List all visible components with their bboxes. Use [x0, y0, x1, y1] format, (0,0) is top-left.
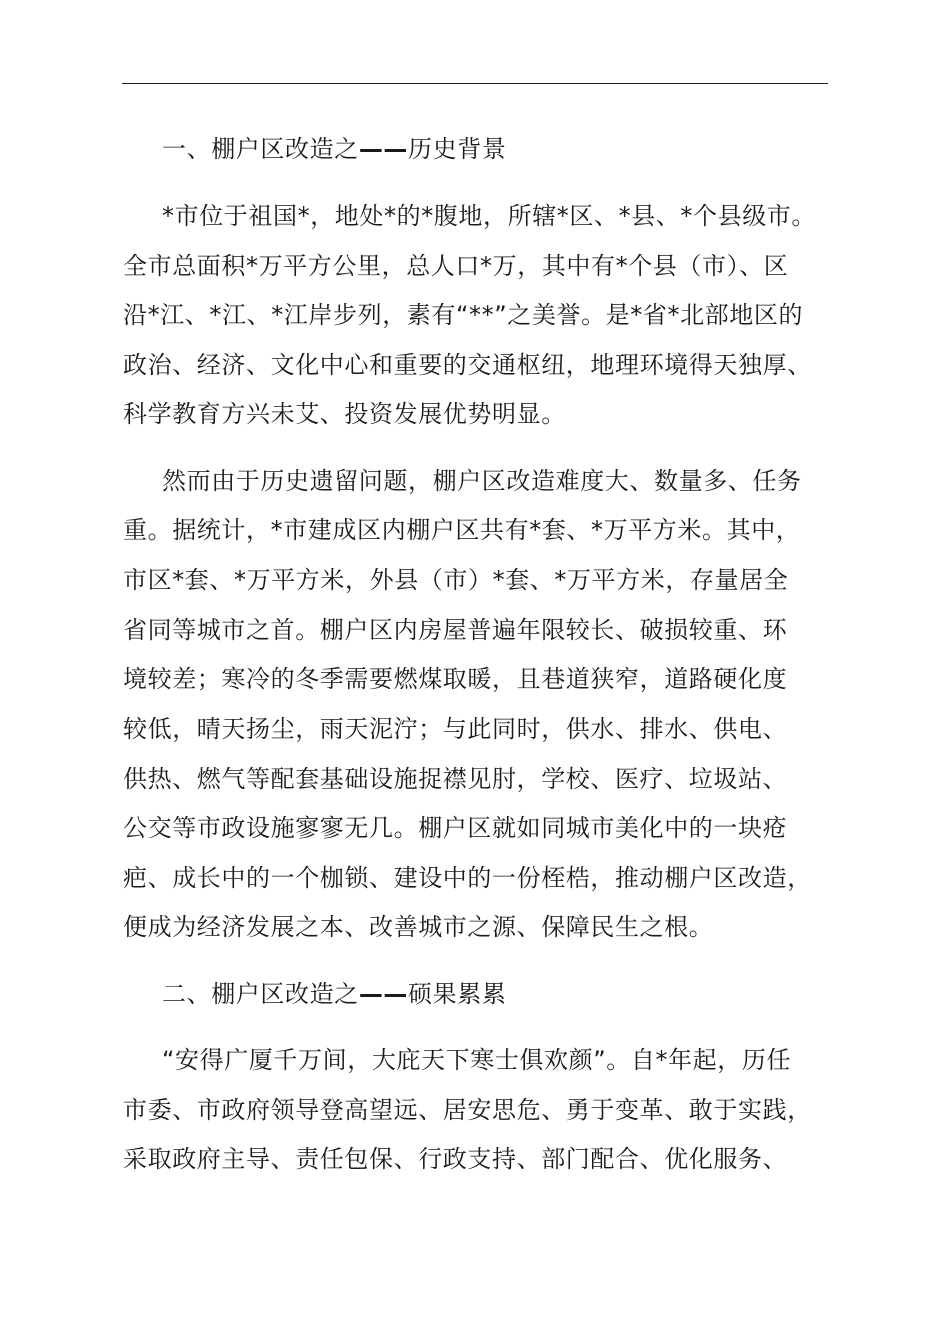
paragraph-line: 便成为经济发展之本、改善城市之源、保障民生之根。	[123, 913, 714, 941]
paragraph-line: 市委、市政府领导登高望远、居安思危、勇于变革、敢于实践，	[123, 1096, 812, 1124]
paragraph-line: 政治、经济、文化中心和重要的交通枢纽，地理环境得天独厚、	[123, 351, 812, 379]
section-heading-2	[162, 979, 874, 1009]
paragraph-line: 采取政府主导、责任包保、行政支持、部门配合、优化服务、	[123, 1145, 788, 1173]
heading-text: 历史背景	[408, 135, 507, 163]
paragraph-line: 然而由于历史遗留问题，棚户区改造难度大、数量多、任务	[162, 467, 802, 495]
header-rule	[122, 83, 828, 84]
paragraph-line: 市区*套、*万平方米，外县（市）*套、*万平方米，存量居全	[123, 566, 789, 594]
paragraph-line: 省同等城市之首。棚户区内房屋普遍年限较长、破损较重、环	[123, 616, 788, 644]
paragraph-line: 境较差；寒冷的冬季需要燃煤取暖，且巷道狭窄，道路硬化度	[123, 665, 788, 693]
heading-text: 一、棚户区改造之	[162, 135, 359, 163]
section-heading-1	[162, 134, 874, 164]
paragraph-line: 疤、成长中的一个枷锁、建设中的一份桎梏，推动棚户区改造，	[123, 864, 812, 892]
paragraph-line: 沿*江、*江、*江岸步列，素有“**”之美誉。是*省*北部地区的	[123, 301, 804, 329]
paragraph-line: 重。据统计，*市建成区内棚户区共有*套、*万平方米。其中，	[123, 516, 801, 544]
paragraph-line: *市位于祖国*，地处*的*腹地，所辖*区、*县、*个县级市。	[162, 202, 816, 230]
paragraph-line: 科学教育方兴未艾、投资发展优势明显。	[123, 400, 566, 428]
paragraph-line: 全市总面积*万平方公里，总人口*万，其中有*个县（市）、区	[123, 252, 789, 280]
paragraph-line: 较低，晴天扬尘，雨天泥泞；与此同时，供水、排水、供电、	[123, 715, 788, 743]
heading-text: 二、棚户区改造之	[162, 980, 359, 1008]
paragraph-line: “安得广厦千万间，大庇天下寒士俱欢颜”。自*年起，历任	[162, 1046, 792, 1074]
paragraph-line: 供热、燃气等配套基础设施捉襟见肘，学校、医疗、垃圾站、	[123, 765, 788, 793]
heading-dash: ——	[358, 980, 409, 1008]
heading-text: 硕果累累	[408, 980, 507, 1008]
paragraph-line: 公交等市政设施寥寥无几。棚户区就如同城市美化中的一块疮	[123, 814, 788, 842]
heading-dash: ——	[358, 135, 409, 163]
